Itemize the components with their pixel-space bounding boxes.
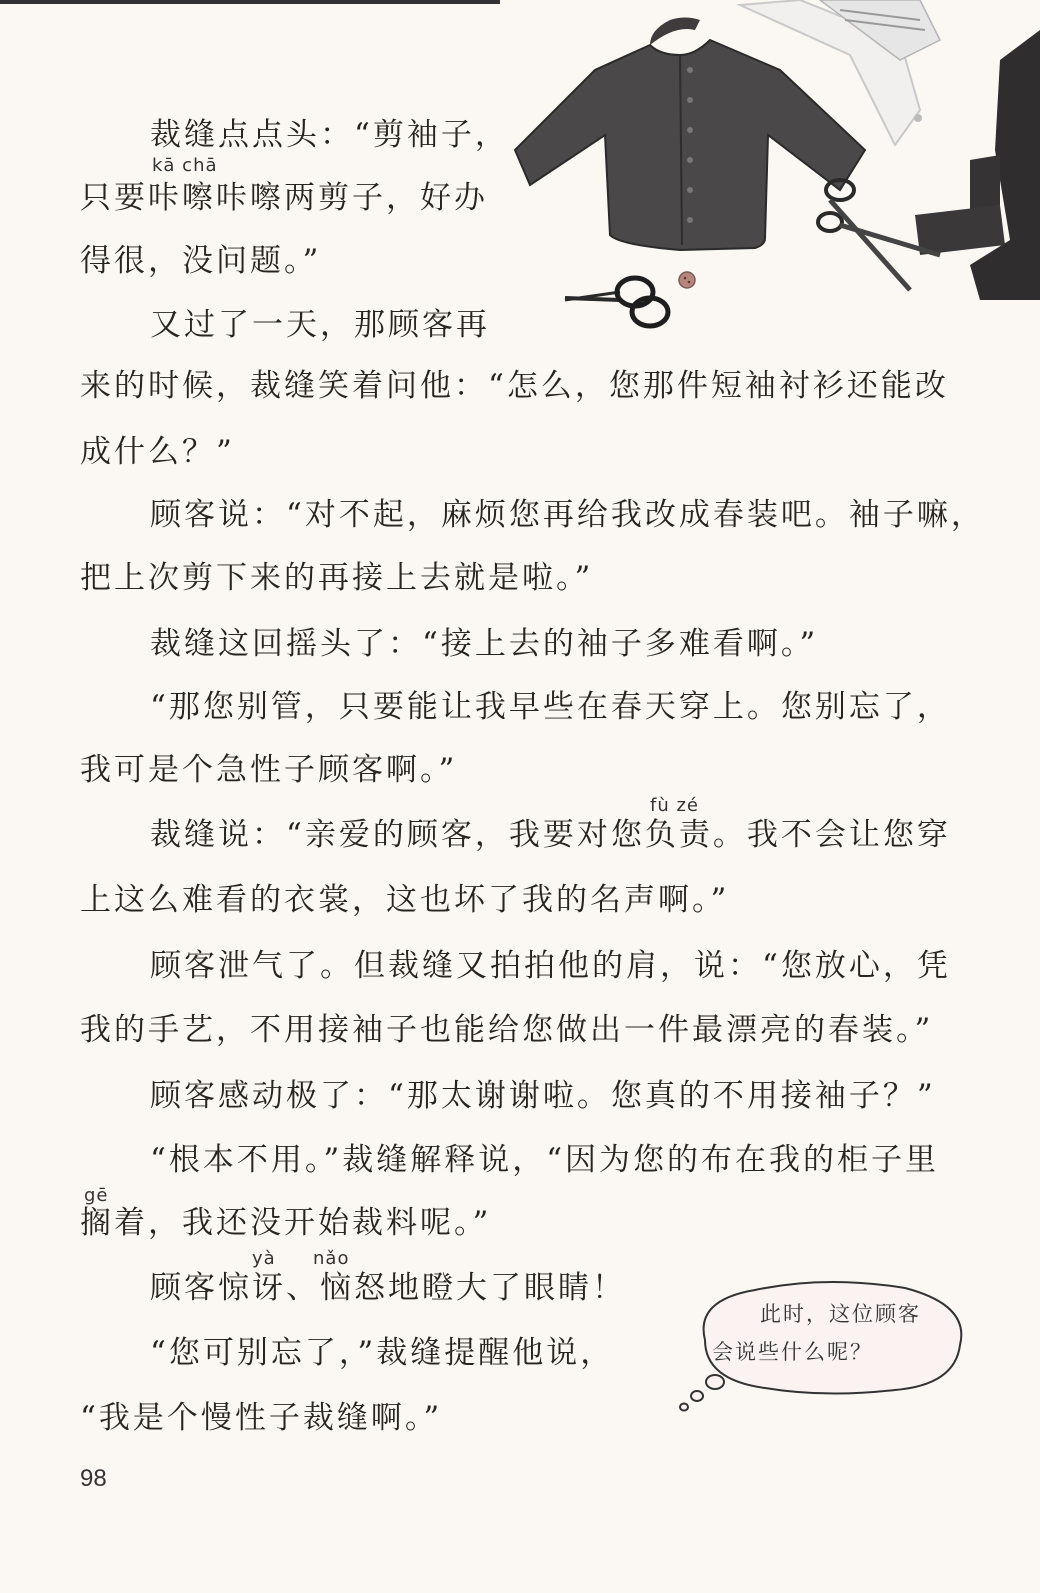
pinyin-ka-cha: kā chā	[152, 155, 218, 176]
text-line: 裁缝这回摇头了：“接上去的袖子多难看啊。”	[150, 626, 819, 662]
text-line: 上这么难看的衣裳，这也坏了我的名声啊。”	[80, 882, 730, 918]
text-line: 顾客感动极了：“那太谢谢啦。您真的不用接袖子？”	[150, 1078, 936, 1114]
button-icon	[679, 272, 695, 288]
page-top-border	[0, 0, 500, 4]
text-line: 顾客说：“对不起，麻烦您再给我改成春装吧。袖子嘛，	[150, 497, 985, 533]
text-line: 裁缝说：“亲爱的顾客，我要对您负责。我不会让您穿	[150, 817, 951, 853]
fabric-icon	[915, 30, 1040, 300]
tailor-illustration	[500, 0, 1040, 340]
page-number: 98	[80, 1465, 107, 1492]
thought-bubble-line-2: 会说些什么呢？	[712, 1340, 873, 1364]
text-line: 来的时候，裁缝笑着问他：“怎么，您那件短袖衬衫还能改	[80, 368, 949, 404]
small-scissors-icon	[565, 278, 668, 326]
text-line: 把上次剪下来的再接上去就是啦。”	[80, 560, 594, 596]
text-line: 裁缝点点头：“剪袖子，	[150, 117, 509, 153]
thought-bubble-line-1: 此时，这位顾客	[760, 1302, 921, 1326]
text-line: 得很，没问题。”	[80, 243, 322, 279]
jacket-icon	[515, 18, 865, 251]
text-line: 搁着，我还没开始裁料呢。”	[80, 1205, 492, 1241]
text-line: 又过了一天，那顾客再	[150, 307, 490, 343]
text-line: 成什么？”	[80, 434, 235, 470]
text-line: 我的手艺，不用接袖子也能给您做出一件最漂亮的春装。”	[80, 1012, 934, 1048]
text-line: “我是个慢性子裁缝啊。”	[80, 1400, 443, 1436]
text-line: “那您别管，只要能让我早些在春天穿上。您别忘了，	[150, 689, 951, 725]
text-line: 只要咔嚓咔嚓两剪子，好办	[80, 180, 488, 216]
text-line: 顾客泄气了。但裁缝又拍拍他的肩，说：“您放心，凭	[150, 948, 951, 984]
pinyin-nao: nǎo	[313, 1248, 350, 1269]
pinyin-ge: gē	[84, 1185, 109, 1206]
text-line: “根本不用。”裁缝解释说，“因为您的布在我的柜子里	[150, 1142, 940, 1178]
text-line: 顾客惊讶、恼怒地瞪大了眼睛！	[150, 1270, 626, 1306]
text-line: “您可别忘了，”裁缝提醒他说，	[150, 1335, 615, 1371]
pinyin-fu-ze: fù zé	[650, 795, 699, 816]
text-line: 我可是个急性子顾客啊。”	[80, 752, 458, 788]
pinyin-ya: yà	[252, 1248, 276, 1269]
